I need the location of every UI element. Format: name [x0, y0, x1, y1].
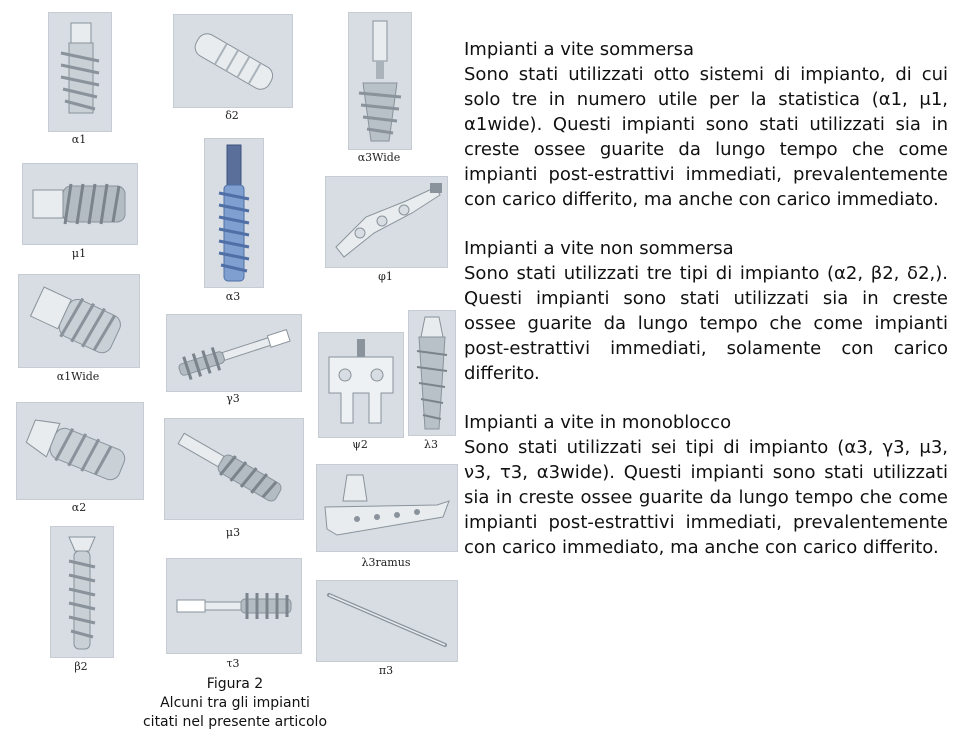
- label-tau3: τ3: [226, 657, 240, 670]
- implant-photo-alpha3wide: [348, 12, 412, 150]
- implant-photo-beta2: [50, 526, 114, 658]
- figure-caption: [120, 675, 350, 732]
- caption-title: Figura 2: [206, 676, 264, 692]
- label-alpha3: α3: [225, 290, 241, 303]
- label-mu3: μ3: [225, 526, 241, 539]
- caption-line-2: Alcuni tra gli impianti: [160, 695, 310, 711]
- implant-photo-phi1: [325, 176, 448, 268]
- label-gamma3: γ3: [226, 392, 240, 405]
- implant-photo-delta2: [173, 14, 293, 108]
- implant-photo-alpha1: [48, 12, 112, 132]
- section-body: Sono stati utilizzati sei tipi di impianto (α3, γ3, μ3, ν3, τ3, α3wide). Questi impianti sono stati utilizzati sia in creste ossee guarite da lungo tempo che come impianti post-estrattivi immediati, prevalentemente con carico immediato, ma anche con carico differito.: [464, 437, 948, 558]
- section-title: Impianti a vite non sommersa: [464, 238, 734, 259]
- label-pi3: π3: [378, 664, 394, 677]
- implant-photo-gamma3: [166, 314, 302, 392]
- label-alpha2: α2: [71, 501, 87, 514]
- label-alpha3wide: α3Wide: [357, 151, 401, 164]
- label-lambda3ramus: λ3ramus: [361, 556, 411, 569]
- section-monoblock-screw: [464, 410, 948, 560]
- implant-photo-alpha3: [204, 138, 264, 288]
- implant-photo-mu1: [22, 163, 138, 245]
- section-body: Sono stati utilizzati otto sistemi di impianto, di cui solo tre in numero utile per la statistica (α1, μ1, α1wide). Questi impianti sono stati utilizzati sia in creste ossee guarite da lungo tempo che come impianti post-estrattivi immediati, prevalentemente con carico differito, ma anche con carico immediato.: [464, 64, 948, 210]
- label-delta2: δ2: [225, 109, 239, 122]
- article-text: [464, 37, 948, 584]
- implant-photo-alpha2: [16, 402, 144, 500]
- label-lambda3: λ3: [424, 438, 438, 451]
- section-non-submerged-screw: [464, 236, 948, 386]
- label-mu1: μ1: [71, 247, 87, 260]
- label-phi1: φ1: [378, 270, 393, 283]
- implant-photo-lambda3ramus: [316, 464, 458, 552]
- section-title: Impianti a vite in monoblocco: [464, 412, 732, 433]
- implant-photo-pi3: [316, 580, 458, 662]
- implant-photo-tau3: [166, 558, 302, 654]
- section-title: Impianti a vite sommersa: [464, 39, 695, 60]
- implant-photo-mu3: [164, 418, 304, 520]
- implant-photo-alpha1wide: [18, 274, 140, 368]
- label-alpha1: α1: [71, 133, 87, 146]
- implant-photo-lambda3: [408, 310, 456, 436]
- label-alpha1wide: α1Wide: [56, 370, 100, 383]
- label-beta2: β2: [74, 660, 88, 673]
- section-body: Sono stati utilizzati tre tipi di impianto (α2, β2, δ2,). Questi impianti sono stati utilizzati sia in creste ossee guarite da lungo tempo che come impianti post-estrattivi immediati, solamente con carico differito.: [464, 263, 948, 384]
- implant-photo-psi2: [318, 332, 404, 438]
- section-submerged-screw: [464, 37, 948, 212]
- label-psi2: ψ2: [352, 438, 368, 451]
- caption-line-3: citati nel presente articolo: [142, 714, 328, 730]
